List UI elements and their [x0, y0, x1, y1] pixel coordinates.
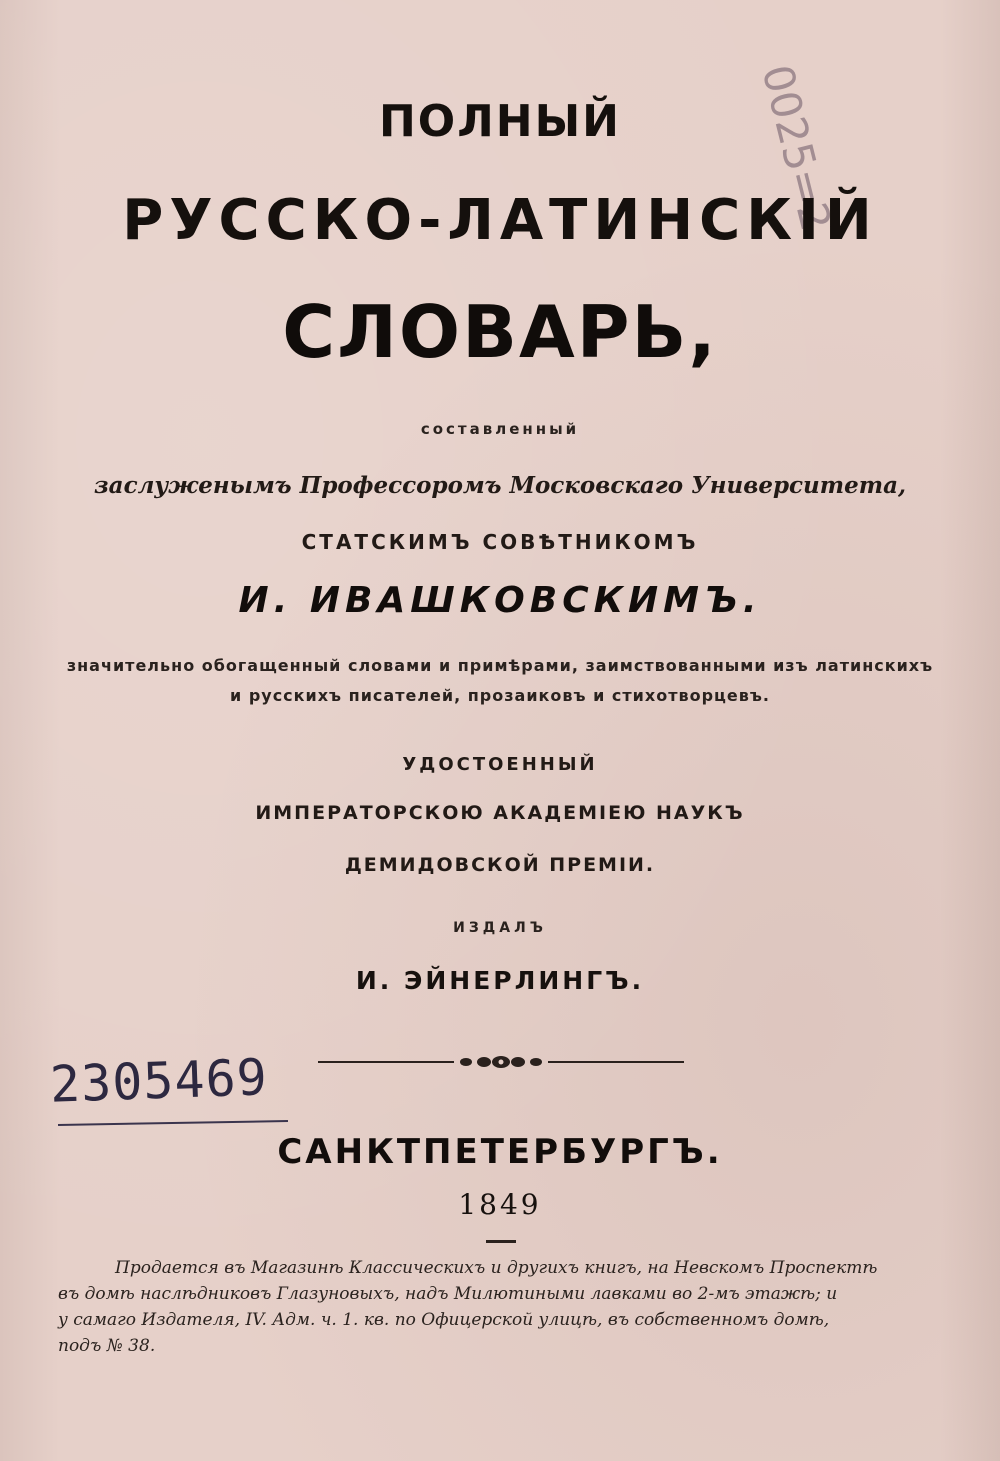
counsellor-line: СТАТСКИМЪ СОВѢТНИКОМЪ	[301, 530, 699, 554]
title-line-3: СЛОВАРЬ,	[282, 290, 718, 374]
library-shelf-mark: 0025=2	[752, 60, 841, 236]
enriched-line-1: значительно обогащенный словами и примѣрами, заимствованными изъ латинскихъ	[66, 656, 934, 675]
title-line-1: ПОЛНЫЙ	[378, 96, 621, 147]
author-name: И. ИВАШКОВСКИМЪ.	[238, 580, 762, 621]
imprint-line-2: въ домѣ наслѣдниковъ Глазуновыхъ, надъ Милютиными лавками во 2-мъ этажѣ; и	[58, 1284, 838, 1304]
professor-line: заслуженымъ Профессоромъ Московскаго Университета,	[94, 472, 906, 499]
published-label: ИЗДАЛЪ	[453, 920, 547, 936]
prize-line: ДЕМИДОВСКОЙ ПРЕМІИ.	[344, 854, 656, 876]
city-name: САНКТПЕТЕРБУРГЪ.	[277, 1132, 723, 1172]
title-line-2: РУССКО-ЛАТИНСКІЙ	[122, 188, 878, 253]
compiled-label: составленный	[420, 420, 580, 438]
imprint-line-3: у самаго Издателя, IV. Адм. ч. 1. кв. по Офицерской улицѣ, въ собственномъ домѣ,	[58, 1310, 830, 1330]
publication-year: 1849	[458, 1188, 542, 1221]
ornament-divider	[318, 1050, 684, 1074]
imprint-line-1: Продается въ Магазинѣ Классическихъ и другихъ книгъ, на Невскомъ Проспектѣ	[115, 1258, 878, 1278]
stamp-underline	[58, 1120, 288, 1126]
publisher-name: И. ЭЙНЕРЛИНГЪ.	[355, 966, 645, 995]
academy-line: ИМПЕРАТОРСКОЮ АКАДЕМІЕЮ НАУКЪ	[255, 802, 745, 824]
imprint-line-4: подъ № 38.	[58, 1336, 156, 1356]
enriched-line-2: и русскихъ писателей, прозаиковъ и стихотворцевъ.	[230, 686, 770, 705]
inventory-stamp: 2305469	[49, 1048, 269, 1114]
honored-label: УДОСТОЕННЫЙ	[402, 754, 598, 775]
short-rule	[486, 1240, 516, 1243]
